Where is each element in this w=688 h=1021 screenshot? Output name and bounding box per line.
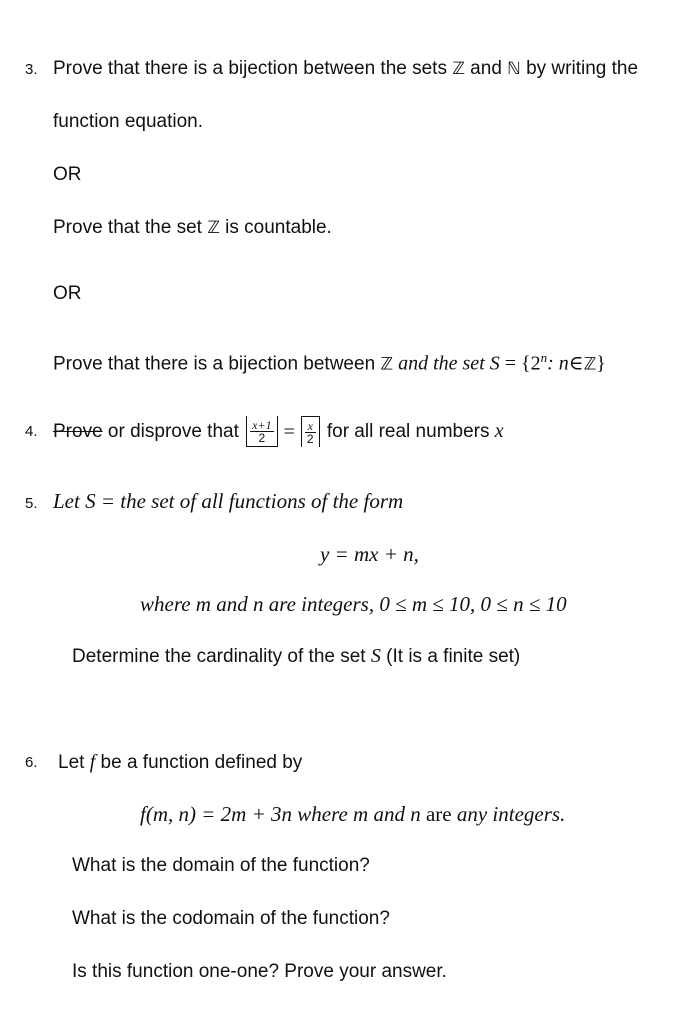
q5-determine-pre: Determine the cardinality of the set xyxy=(72,646,371,667)
q6-number: 6. xyxy=(25,754,38,771)
q6-let xyxy=(58,750,302,775)
set-z-symbol: ℤ xyxy=(452,59,465,79)
q5-determine xyxy=(72,644,520,669)
set-z-symbol: ℤ xyxy=(207,218,220,238)
equals-sign: = xyxy=(283,420,295,443)
q3-line2: function equation. xyxy=(53,111,204,132)
q3-or-2: OR xyxy=(53,283,82,304)
q4-text1: or disprove that xyxy=(102,421,245,442)
fraction-numerator: x xyxy=(305,420,316,433)
fraction-denominator: 2 xyxy=(258,430,266,445)
ceiling-bracket xyxy=(301,416,320,447)
q3-line1-post: by writing the xyxy=(520,58,639,79)
q6-let-post: be a function defined by xyxy=(95,752,303,773)
q3-countable xyxy=(53,216,332,240)
q4-number: 4. xyxy=(25,423,38,440)
q3-bij-exp: n xyxy=(540,350,548,365)
q3-bij-math: and the set S xyxy=(393,352,500,375)
fraction-numerator: x+1 xyxy=(252,417,272,432)
floor-bracket xyxy=(246,416,277,447)
set-z-symbol: ℤ xyxy=(380,354,394,375)
q4-line xyxy=(53,413,504,450)
set-n-symbol: ℕ xyxy=(507,59,521,79)
q3-bij-close: } xyxy=(596,352,606,375)
q5-determine-post: (It is a finite set) xyxy=(380,646,521,667)
q6-func-end: any integers. xyxy=(456,802,566,826)
q6-oneone-question: Is this function one-one? Prove your answer. xyxy=(72,961,447,982)
q6-domain-question: What is the domain of the function? xyxy=(72,855,370,876)
q3-and: and xyxy=(464,58,508,79)
q3-bij-tail: : n∈ xyxy=(547,352,584,375)
q6-func-are: are xyxy=(420,802,457,826)
fraction-x-over-2 xyxy=(305,420,316,445)
fraction-denominator: 2 xyxy=(306,431,314,446)
q6-func: f(m, n) = 2m + 3n where m and n xyxy=(140,802,421,826)
q3-bijection-line xyxy=(53,346,606,376)
q6-let-pre: Let xyxy=(58,752,90,773)
q3-countable-post: is countable. xyxy=(219,217,332,238)
q3-bij-pre: Prove that there is a bijection between xyxy=(53,353,381,375)
q4-text2: for all real numbers xyxy=(321,421,495,442)
q5-number: 5. xyxy=(25,495,38,512)
q5-line1: Let S = the set of all functions of the form xyxy=(53,489,404,513)
q3-line1-pre: Prove that there is a bijection between the sets xyxy=(53,58,453,79)
q4-var-x: x xyxy=(494,420,504,442)
q5-determine-var: S xyxy=(370,645,381,667)
fraction-x-plus-1-over-2 xyxy=(250,419,273,444)
set-z-symbol: ℤ xyxy=(583,354,597,375)
q3-bij-set: = {2 xyxy=(499,352,541,375)
q4-prove-struck: Prove xyxy=(53,421,103,442)
q3-countable-pre: Prove that the set xyxy=(53,217,208,238)
q3-or-1: OR xyxy=(53,164,82,185)
q6-codomain-question: What is the codomain of the function? xyxy=(72,908,390,929)
q3-line1 xyxy=(53,57,638,81)
q6-let-var: f xyxy=(89,751,96,773)
q5-equation: y = mx + n, xyxy=(320,542,419,566)
q6-function-def xyxy=(140,802,565,828)
q3-number: 3. xyxy=(25,61,38,78)
q5-where: where m and n are integers, 0 ≤ m ≤ 10, 0 ≤ n ≤ 10 xyxy=(140,592,567,616)
